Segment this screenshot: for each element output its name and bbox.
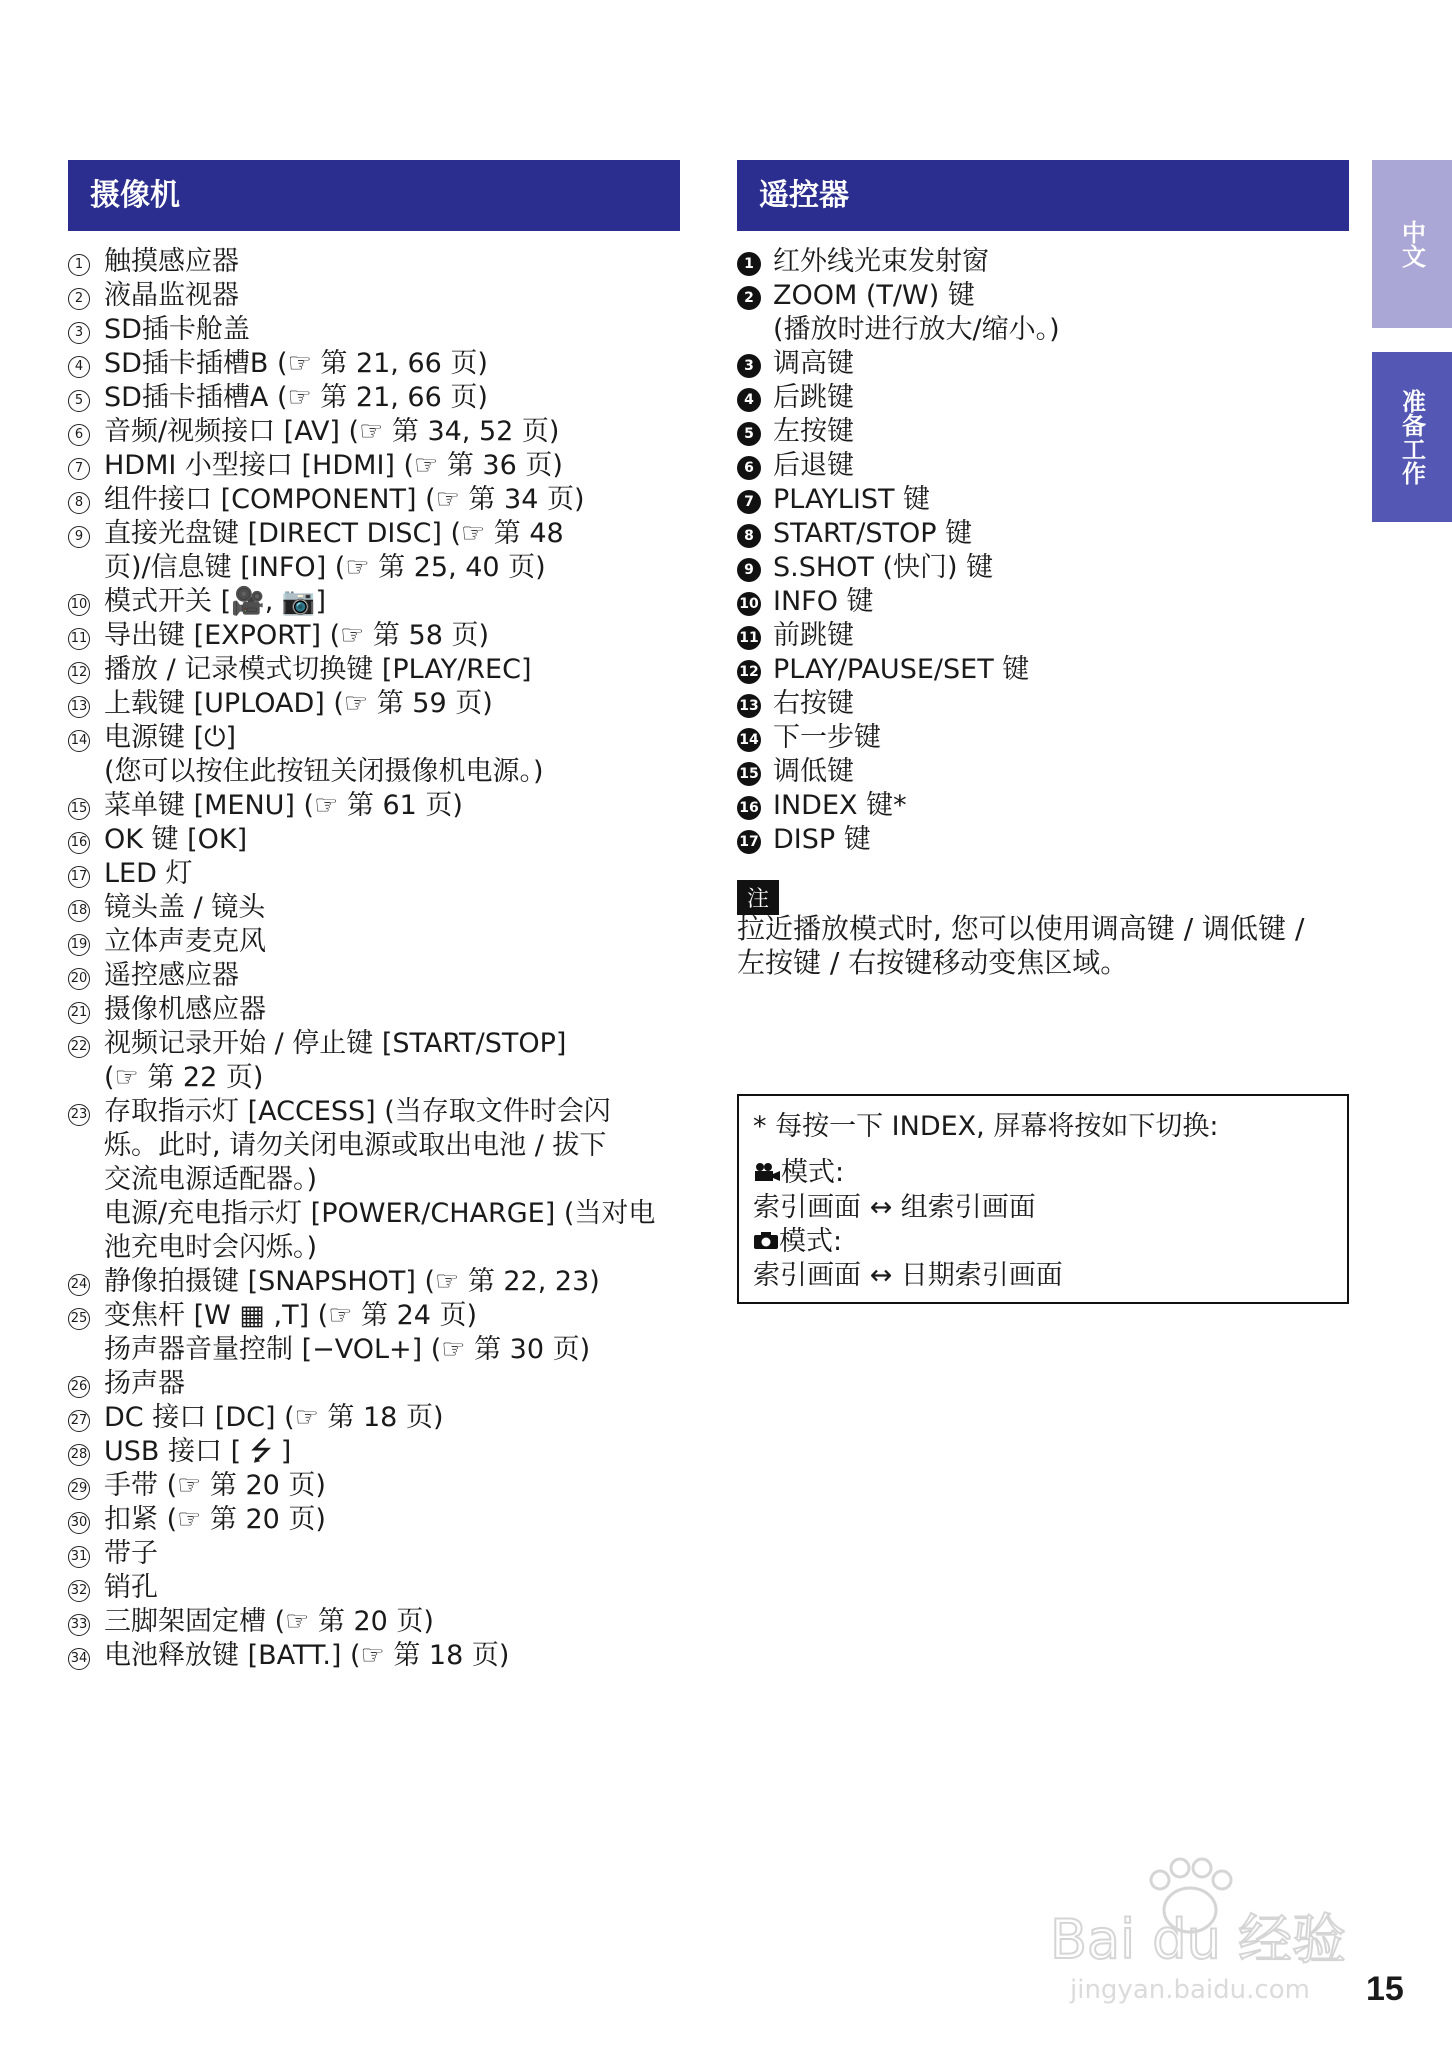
camera-item-19	[68, 925, 688, 959]
remote-item-line: 调低键	[773, 756, 854, 787]
filled-circle-number: 15	[737, 762, 761, 786]
remote-item-number	[737, 449, 773, 483]
camera-section-header: 摄像机	[68, 160, 680, 231]
camera-item-number	[68, 1605, 104, 1639]
filled-circle-number: 10	[737, 592, 761, 616]
camera-item-26	[68, 1367, 688, 1401]
camera-item-line: DC 接口 [DC] (☞ 第 18 页)	[104, 1402, 444, 1433]
camera-item-25	[68, 1299, 688, 1367]
camera-item-6	[68, 415, 688, 449]
remote-item-number	[737, 653, 773, 687]
camera-item-line: (您可以按住此按钮关闭摄像机电源。)	[104, 756, 544, 787]
camera-item-text	[104, 1605, 434, 1639]
remote-item-number	[737, 551, 773, 585]
camera-item-text	[104, 483, 585, 517]
camera-item-29	[68, 1469, 688, 1503]
camera-item-text	[104, 1265, 600, 1299]
video-camera-icon	[753, 1157, 781, 1191]
circled-number: 31	[68, 1546, 90, 1568]
camera-item-line: 烁。此时, 请勿关闭电源或取出电池 / 拔下	[104, 1130, 607, 1161]
remote-item-15	[737, 755, 1349, 789]
camera-item-line: SD插卡插槽A (☞ 第 21, 66 页)	[104, 382, 488, 413]
camera-item-line: 视频记录开始 / 停止键 [START/STOP]	[104, 1028, 567, 1059]
camera-item-line: 三脚架固定槽 (☞ 第 20 页)	[104, 1606, 434, 1637]
note-label: 注	[737, 880, 779, 915]
remote-item-text	[773, 279, 1060, 347]
camera-item-number	[68, 245, 104, 279]
camera-item-text	[104, 1537, 158, 1571]
remote-item-number	[737, 687, 773, 721]
video-mode-switch: 索引画面 ↔ 组索引画面	[753, 1191, 1036, 1223]
circled-number: 16	[68, 832, 90, 854]
camera-item-number	[68, 1435, 104, 1469]
filled-circle-number: 17	[737, 830, 761, 854]
remote-item-text	[773, 483, 930, 517]
circled-number: 1	[68, 254, 90, 276]
circled-number: 12	[68, 662, 90, 684]
filled-circle-number: 3	[737, 354, 761, 378]
remote-item-line: ZOOM (T/W) 键	[773, 280, 975, 311]
camera-item-text	[104, 1027, 566, 1095]
camera-item-7	[68, 449, 688, 483]
remote-item-number	[737, 823, 773, 857]
camera-item-text	[104, 925, 266, 959]
camera-item-23	[68, 1095, 688, 1265]
circled-number: 33	[68, 1614, 90, 1636]
side-tab-preparation[interactable]	[1372, 352, 1452, 522]
camera-item-32	[68, 1571, 688, 1605]
camera-item-number	[68, 1537, 104, 1571]
camera-item-5	[68, 381, 688, 415]
camera-item-line: SD插卡插槽B (☞ 第 21, 66 页)	[104, 348, 488, 379]
circled-number: 5	[68, 390, 90, 412]
circled-number: 7	[68, 458, 90, 480]
camera-item-text	[104, 1639, 509, 1673]
filled-circle-number: 8	[737, 524, 761, 548]
camera-item-number	[68, 1265, 104, 1299]
circled-number: 32	[68, 1580, 90, 1602]
camera-item-line: HDMI 小型接口 [HDMI] (☞ 第 36 页)	[104, 450, 563, 481]
circled-number: 20	[68, 968, 90, 990]
camera-item-text	[104, 687, 493, 721]
circled-number: 15	[68, 798, 90, 820]
filled-circle-number: 11	[737, 626, 761, 650]
still-camera-icon	[753, 1225, 779, 1259]
remote-item-line: (播放时进行放大/缩小。)	[773, 314, 1060, 345]
watermark-brand: Bai du 经验	[1050, 1908, 1346, 1971]
remote-item-number	[737, 517, 773, 551]
remote-item-number	[737, 789, 773, 823]
remote-item-2	[737, 279, 1349, 347]
camera-item-number	[68, 585, 104, 619]
camera-item-line: 模式开关 [🎥, 📷]	[104, 586, 327, 617]
camera-item-27	[68, 1401, 688, 1435]
camera-item-line: 页)/信息键 [INFO] (☞ 第 25, 40 页)	[104, 552, 546, 583]
remote-item-line: PLAY/PAUSE/SET 键	[773, 654, 1030, 685]
page-number: 15	[1366, 1970, 1404, 2008]
camera-item-text	[104, 1401, 443, 1435]
camera-item-line: 音频/视频接口 [AV] (☞ 第 34, 52 页)	[104, 416, 560, 447]
remote-item-text	[773, 789, 907, 823]
remote-item-13	[737, 687, 1349, 721]
remote-item-text	[773, 585, 874, 619]
camera-item-text	[104, 517, 564, 585]
camera-item-line: SD插卡舱盖	[104, 314, 250, 345]
camera-item-line: 直接光盘键 [DIRECT DISC] (☞ 第 48	[104, 518, 564, 549]
camera-item-number	[68, 619, 104, 653]
camera-item-line: 液晶监视器	[104, 280, 239, 311]
circled-number: 30	[68, 1512, 90, 1534]
remote-item-8	[737, 517, 1349, 551]
camera-item-number	[68, 993, 104, 1027]
filled-circle-number: 16	[737, 796, 761, 820]
camera-item-line: USB 接口 [ ⭍ ]	[104, 1436, 292, 1467]
photo-mode-switch: 索引画面 ↔ 日期索引画面	[753, 1260, 1063, 1291]
camera-item-number	[68, 823, 104, 857]
remote-item-text	[773, 449, 854, 483]
remote-item-6	[737, 449, 1349, 483]
remote-item-text	[773, 653, 1029, 687]
camera-item-20	[68, 959, 688, 993]
camera-item-text	[104, 449, 563, 483]
camera-item-text	[104, 1503, 326, 1537]
circled-number: 3	[68, 322, 90, 344]
camera-item-21	[68, 993, 688, 1027]
circled-number: 10	[68, 594, 90, 616]
camera-item-line: 电源键 [⏻]	[104, 722, 237, 753]
camera-item-text	[104, 279, 239, 313]
remote-item-line: DISP 键	[773, 824, 871, 855]
camera-item-number	[68, 517, 104, 585]
circled-number: 24	[68, 1274, 90, 1296]
camera-item-line: LED 灯	[104, 858, 193, 889]
camera-item-number	[68, 381, 104, 415]
remote-item-line: 右按键	[773, 688, 854, 719]
camera-item-line: 导出键 [EXPORT] (☞ 第 58 页)	[104, 620, 489, 651]
remote-item-line: 下一步键	[773, 722, 881, 753]
index-info-box	[737, 1094, 1349, 1304]
circled-number: 13	[68, 696, 90, 718]
camera-item-30	[68, 1503, 688, 1537]
circled-number: 17	[68, 866, 90, 888]
circled-number: 26	[68, 1376, 90, 1398]
camera-item-number	[68, 1401, 104, 1435]
camera-item-34	[68, 1639, 688, 1673]
camera-item-text	[104, 313, 250, 347]
camera-item-number	[68, 1367, 104, 1401]
remote-item-line: 前跳键	[773, 620, 854, 651]
camera-item-number	[68, 687, 104, 721]
camera-item-line: 上载键 [UPLOAD] (☞ 第 59 页)	[104, 688, 493, 719]
photo-mode-line	[753, 1225, 1333, 1260]
remote-item-10	[737, 585, 1349, 619]
camera-item-number	[68, 959, 104, 993]
remote-item-text	[773, 517, 972, 551]
camera-item-line: 摄像机感应器	[104, 994, 266, 1025]
camera-item-number	[68, 925, 104, 959]
filled-circle-number: 9	[737, 558, 761, 582]
camera-item-28	[68, 1435, 688, 1469]
remote-item-11	[737, 619, 1349, 653]
camera-item-line: 播放 / 记录模式切换键 [PLAY/REC]	[104, 654, 532, 685]
camera-item-22	[68, 1027, 688, 1095]
remote-item-7	[737, 483, 1349, 517]
camera-item-15	[68, 789, 688, 823]
remote-item-16	[737, 789, 1349, 823]
circled-number: 2	[68, 288, 90, 310]
camera-item-line: 组件接口 [COMPONENT] (☞ 第 34 页)	[104, 484, 585, 515]
video-mode-line	[753, 1156, 1333, 1191]
camera-item-line: OK 键 [OK]	[104, 824, 248, 855]
remote-item-5	[737, 415, 1349, 449]
remote-item-9	[737, 551, 1349, 585]
circled-number: 18	[68, 900, 90, 922]
camera-item-text	[104, 347, 488, 381]
remote-parts-list	[737, 245, 1349, 857]
camera-item-2	[68, 279, 688, 313]
camera-item-line: 镜头盖 / 镜头	[104, 892, 266, 923]
camera-item-line: 销孔	[104, 1572, 158, 1603]
camera-item-line: 静像拍摄键 [SNAPSHOT] (☞ 第 22, 23)	[104, 1266, 600, 1297]
circled-number: 28	[68, 1444, 90, 1466]
circled-number: 9	[68, 526, 90, 548]
remote-item-line: 后跳键	[773, 382, 854, 413]
filled-circle-number: 6	[737, 456, 761, 480]
camera-item-number	[68, 1469, 104, 1503]
camera-item-number	[68, 483, 104, 517]
watermark-url: jingyan.baidu.com	[1070, 1975, 1310, 2005]
camera-item-number	[68, 721, 104, 789]
circled-number: 19	[68, 934, 90, 956]
camera-item-1	[68, 245, 688, 279]
filled-circle-number: 14	[737, 728, 761, 752]
remote-item-number	[737, 347, 773, 381]
camera-item-text	[104, 891, 265, 925]
circled-number: 21	[68, 1002, 90, 1024]
camera-item-text	[104, 585, 326, 619]
camera-item-line: 扬声器	[104, 1368, 185, 1399]
camera-item-text	[104, 1435, 291, 1469]
circled-number: 22	[68, 1036, 90, 1058]
camera-item-number	[68, 415, 104, 449]
camera-item-14	[68, 721, 688, 789]
camera-item-text	[104, 857, 192, 891]
circled-number: 8	[68, 492, 90, 514]
remote-item-text	[773, 755, 854, 789]
filled-circle-number: 5	[737, 422, 761, 446]
remote-item-line: START/STOP 键	[773, 518, 973, 549]
camera-item-text	[104, 619, 489, 653]
camera-item-text	[104, 1095, 655, 1265]
remote-item-line: 后退键	[773, 450, 854, 481]
camera-item-8	[68, 483, 688, 517]
side-tab-chinese-label: 中文	[1397, 220, 1426, 268]
camera-item-line: 存取指示灯 [ACCESS] (当存取文件时会闪	[104, 1096, 611, 1127]
remote-item-number	[737, 619, 773, 653]
camera-item-line: 扬声器音量控制 [−VOL+] (☞ 第 30 页)	[104, 1334, 591, 1365]
camera-item-line: 带子	[104, 1538, 158, 1569]
camera-item-line: 菜单键 [MENU] (☞ 第 61 页)	[104, 790, 463, 821]
camera-item-text	[104, 245, 239, 279]
camera-item-text	[104, 823, 247, 857]
remote-item-text	[773, 415, 854, 449]
camera-item-number	[68, 449, 104, 483]
circled-number: 29	[68, 1478, 90, 1500]
circled-number: 6	[68, 424, 90, 446]
circled-number: 34	[68, 1648, 90, 1670]
circled-number: 25	[68, 1308, 90, 1330]
remote-item-line: S.SHOT (快门) 键	[773, 552, 994, 583]
camera-item-line: 遥控感应器	[104, 960, 239, 991]
side-tab-preparation-label: 准备工作	[1397, 389, 1426, 485]
camera-item-11	[68, 619, 688, 653]
remote-item-4	[737, 381, 1349, 415]
camera-item-text	[104, 959, 239, 993]
camera-item-line: 触摸感应器	[104, 246, 239, 277]
baidu-watermark-logo	[1030, 1850, 1360, 2010]
remote-item-text	[773, 687, 854, 721]
video-mode-label: 模式:	[781, 1157, 845, 1188]
camera-item-number	[68, 891, 104, 925]
remote-item-1	[737, 245, 1349, 279]
remote-item-text	[773, 245, 989, 279]
circled-number: 23	[68, 1104, 90, 1126]
camera-item-line: 手带 (☞ 第 20 页)	[104, 1470, 326, 1501]
remote-item-14	[737, 721, 1349, 755]
camera-item-10	[68, 585, 688, 619]
camera-item-4	[68, 347, 688, 381]
filled-circle-number: 12	[737, 660, 761, 684]
camera-item-31	[68, 1537, 688, 1571]
remote-item-line: INFO 键	[773, 586, 874, 617]
remote-item-number	[737, 483, 773, 517]
photo-mode-label: 模式:	[779, 1225, 843, 1257]
camera-item-text	[104, 993, 266, 1027]
index-intro: * 每按一下 INDEX, 屏幕将按如下切换:	[753, 1111, 1219, 1142]
camera-item-9	[68, 517, 688, 585]
camera-item-13	[68, 687, 688, 721]
note-text: 拉近播放模式时, 您可以使用调高键 / 调低键 / 左按键 / 右按键移动变焦区域。	[737, 912, 1305, 979]
camera-item-text	[104, 789, 463, 823]
remote-item-number	[737, 585, 773, 619]
filled-circle-number: 2	[737, 286, 761, 310]
circled-number: 11	[68, 628, 90, 650]
camera-item-text	[104, 1571, 158, 1605]
remote-item-12	[737, 653, 1349, 687]
camera-item-17	[68, 857, 688, 891]
remote-item-line: 红外线光束发射窗	[773, 246, 989, 277]
remote-item-number	[737, 415, 773, 449]
remote-item-line: INDEX 键*	[773, 790, 907, 821]
camera-item-text	[104, 653, 532, 687]
filled-circle-number: 4	[737, 388, 761, 412]
camera-item-text	[104, 1299, 590, 1367]
camera-item-line: 变焦杆 [W ▦ ,T] (☞ 第 24 页)	[104, 1300, 478, 1331]
camera-item-number	[68, 1571, 104, 1605]
remote-item-line: 左按键	[773, 416, 854, 447]
camera-item-line: 交流电源适配器。)	[104, 1164, 318, 1195]
remote-item-number	[737, 721, 773, 755]
camera-item-number	[68, 1299, 104, 1367]
camera-item-18	[68, 891, 688, 925]
remote-item-number	[737, 245, 773, 279]
camera-item-number	[68, 1503, 104, 1537]
camera-item-number	[68, 313, 104, 347]
camera-item-number	[68, 347, 104, 381]
camera-item-line: 电源/充电指示灯 [POWER/CHARGE] (当对电	[104, 1198, 656, 1229]
filled-circle-number: 1	[737, 252, 761, 276]
circled-number: 27	[68, 1410, 90, 1432]
camera-item-text	[104, 381, 488, 415]
remote-item-number	[737, 755, 773, 789]
remote-item-3	[737, 347, 1349, 381]
filled-circle-number: 13	[737, 694, 761, 718]
camera-item-33	[68, 1605, 688, 1639]
camera-item-line: 池充电时会闪烁。)	[104, 1232, 318, 1263]
remote-item-line: PLAYLIST 键	[773, 484, 931, 515]
camera-item-line: (☞ 第 22 页)	[104, 1062, 264, 1093]
remote-item-text	[773, 721, 881, 755]
remote-section-header: 遥控器	[737, 160, 1349, 231]
camera-item-line: 电池释放键 [BATT.] (☞ 第 18 页)	[104, 1640, 510, 1671]
remote-item-line: 调高键	[773, 348, 854, 379]
remote-item-text	[773, 823, 871, 857]
filled-circle-number: 7	[737, 490, 761, 514]
camera-item-line: 扣紧 (☞ 第 20 页)	[104, 1504, 326, 1535]
camera-item-text	[104, 721, 544, 789]
camera-item-line: 立体声麦克风	[104, 926, 266, 957]
circled-number: 4	[68, 356, 90, 378]
camera-item-text	[104, 1469, 326, 1503]
remote-item-number	[737, 381, 773, 415]
camera-item-number	[68, 857, 104, 891]
camera-item-text	[104, 415, 559, 449]
side-tab-chinese[interactable]	[1372, 160, 1452, 328]
remote-item-text	[773, 619, 854, 653]
camera-item-text	[104, 1367, 185, 1401]
camera-item-12	[68, 653, 688, 687]
remote-item-text	[773, 347, 854, 381]
remote-item-text	[773, 381, 854, 415]
remote-item-text	[773, 551, 993, 585]
camera-parts-list	[68, 245, 688, 1673]
camera-item-number	[68, 789, 104, 823]
circled-number: 14	[68, 730, 90, 752]
camera-item-3	[68, 313, 688, 347]
camera-item-number	[68, 279, 104, 313]
remote-item-17	[737, 823, 1349, 857]
remote-item-number	[737, 279, 773, 347]
camera-item-16	[68, 823, 688, 857]
camera-item-24	[68, 1265, 688, 1299]
camera-item-number	[68, 1027, 104, 1095]
camera-item-number	[68, 653, 104, 687]
camera-item-number	[68, 1095, 104, 1265]
camera-item-number	[68, 1639, 104, 1673]
